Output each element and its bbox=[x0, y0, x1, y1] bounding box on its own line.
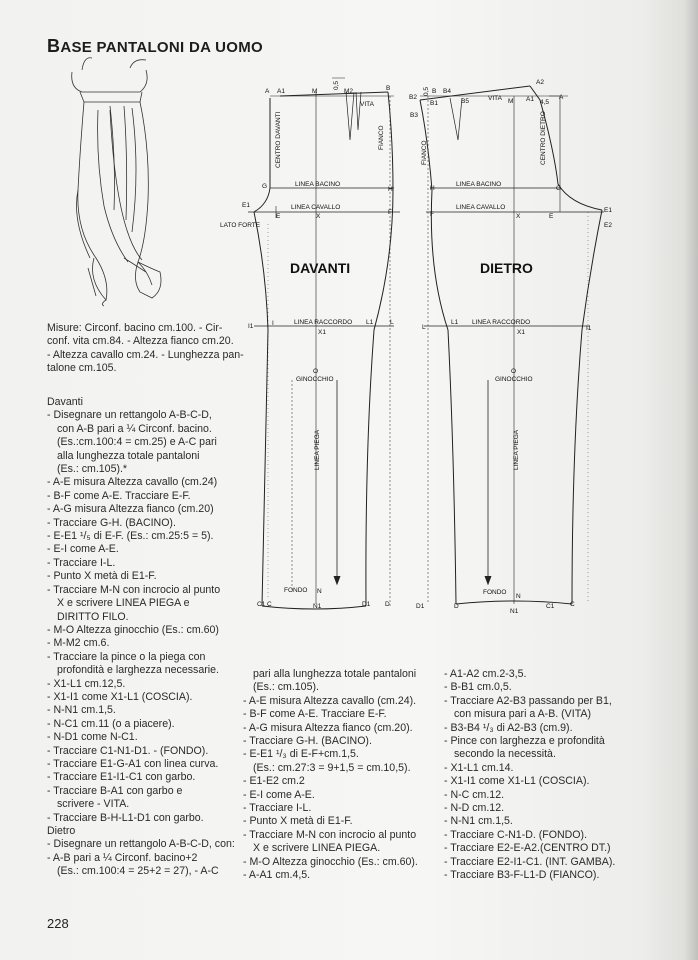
col2-line: - E1-E2 cm.2 bbox=[243, 775, 305, 788]
front-label-B: B bbox=[386, 85, 391, 92]
front-label-O: O bbox=[313, 368, 319, 375]
front-label-E1: E1 bbox=[242, 202, 250, 209]
back-label-A1: A1 bbox=[526, 96, 534, 103]
col3-line: - Pince con larghezza e profondità bbox=[444, 735, 605, 748]
col3-line: - Tracciare A2-B3 passando per B1, bbox=[444, 694, 612, 707]
col3-line: - Tracciare B3-F-L1-D (FIANCO). bbox=[444, 869, 600, 882]
back-label-O: O bbox=[511, 368, 517, 375]
col2-line: - Tracciare I-L. bbox=[243, 802, 312, 815]
col1-line: - M-O Altezza ginocchio (Es.: cm.60) bbox=[47, 623, 219, 636]
back-centro: CENTRO DIETRO bbox=[540, 111, 547, 165]
back-label-B3: B3 bbox=[410, 112, 418, 119]
front-pattern bbox=[220, 78, 400, 610]
front-label-I1: I1 bbox=[248, 323, 254, 330]
col3-line: - N-N1 cm.1,5. bbox=[444, 815, 513, 828]
col1-line: - Tracciare G-H. (BACINO). bbox=[47, 516, 176, 529]
back-label-A2: A2 bbox=[536, 79, 544, 86]
back-label-N: N bbox=[516, 593, 521, 600]
col1-line: DIRITTO FILO. bbox=[57, 610, 129, 623]
col1-line: - Tracciare I-L. bbox=[47, 556, 116, 569]
col2-line: pari alla lunghezza totale pantaloni bbox=[253, 668, 417, 680]
col3-line: - Tracciare E2-I1-C1. (INT. GAMBA). bbox=[444, 855, 616, 868]
measures-paragraph bbox=[47, 322, 244, 376]
back-label-B: B bbox=[432, 88, 437, 95]
back-label-I1: I1 bbox=[586, 325, 592, 332]
back-fondo: FONDO bbox=[483, 589, 507, 596]
back-raccordo: LINEA RACCORDO bbox=[472, 319, 531, 326]
front-piega: LINEA PIEGA bbox=[314, 429, 321, 470]
col1-line: - E-E1 ¹/₅ di E-F. (Es.: cm.25:5 = 5). bbox=[47, 530, 214, 543]
col2-line: - A-E misura Altezza cavallo (cm.24). bbox=[243, 694, 417, 707]
col1-line: - A-B pari a ¼ Circonf. bacino+2 bbox=[47, 851, 198, 864]
front-label-A1: A1 bbox=[277, 88, 285, 95]
col1-line: - A-E misura Altezza cavallo (cm.24) bbox=[47, 476, 218, 489]
back-label-C: C bbox=[570, 601, 575, 608]
front-label-M2: M2 bbox=[344, 88, 354, 95]
back-label-L1: L1 bbox=[451, 319, 459, 326]
col1-line: scrivere - VITA. bbox=[57, 798, 130, 811]
col1-line: - A-G misura Altezza fianco (cm.20) bbox=[47, 503, 214, 516]
col3-line: con misura pari a A-B. (VITA) bbox=[454, 708, 591, 721]
col3-line: - N-C cm.12. bbox=[444, 788, 505, 801]
col1-line: - X1-L1 cm.12,5. bbox=[47, 677, 126, 690]
back-label-A: A bbox=[559, 94, 564, 101]
col1-line: - Tracciare M-N con incrocio al punto bbox=[47, 583, 221, 596]
col2-line: - E-E1 ¹/₃ di E-F+cm.1,5. bbox=[243, 748, 359, 761]
col2-line: (Es.: cm.105). bbox=[253, 681, 319, 694]
front-label-N: N bbox=[317, 588, 322, 595]
back-label-M: M bbox=[508, 98, 514, 105]
col2-line: - Tracciare M-N con incrocio al punto bbox=[243, 828, 417, 841]
col3-line: - Tracciare C-N1-D. (FONDO). bbox=[444, 828, 588, 841]
back-vita: VITA bbox=[488, 95, 502, 102]
col1-line: (Es.:cm.100:4 = cm.25) e A-C pari bbox=[57, 436, 217, 449]
col1-line: - Disegnare un rettangolo A-B-C-D, con: bbox=[47, 838, 235, 851]
measures-line: talone cm.105. bbox=[47, 362, 117, 375]
front-centro: CENTRO DAVANTI bbox=[275, 111, 282, 168]
col2-line: - E-I come A-E. bbox=[243, 788, 315, 801]
col1-line: - N-N1 cm.1,5. bbox=[47, 704, 116, 717]
col1-line: Davanti bbox=[47, 396, 83, 408]
back-label-B4: B4 bbox=[443, 88, 451, 95]
back-label-F: F bbox=[430, 211, 434, 218]
back-label-H: H bbox=[430, 185, 435, 192]
col1-line: X e scrivere LINEA PIEGA e bbox=[57, 597, 190, 610]
front-label-X1: X1 bbox=[318, 329, 326, 336]
front-label-A: A bbox=[265, 88, 270, 95]
col2-line: (Es.: cm.27:3 = 9+1,5 = cm.10,5). bbox=[253, 761, 411, 774]
col3-line: - N-D cm.12. bbox=[444, 802, 505, 815]
back-label-C1: C1 bbox=[546, 603, 555, 610]
front-label-C: C bbox=[267, 601, 272, 608]
back-label-B5: B5 bbox=[461, 98, 469, 105]
col3-line: secondo la necessità. bbox=[454, 748, 556, 761]
col1-line: Dietro bbox=[47, 825, 76, 837]
front-cavallo: LINEA CAVALLO bbox=[291, 204, 341, 211]
back-label-D1: D1 bbox=[416, 603, 425, 610]
front-ginocchio: GINOCCHIO bbox=[296, 376, 334, 383]
back-label-X1: X1 bbox=[517, 329, 525, 336]
col1-line: - Punto X metà di E1-F. bbox=[47, 570, 157, 583]
back-label-B1: B1 bbox=[430, 100, 438, 107]
back-label-B2: B2 bbox=[409, 94, 417, 101]
front-label-G: G bbox=[262, 183, 268, 190]
col3-line: - B3-B4 ¹/₃ di A2-B3 (cm.9). bbox=[444, 721, 573, 734]
front-label-F: F bbox=[388, 209, 392, 216]
front-raccordo: LINEA RACCORDO bbox=[294, 319, 353, 326]
front-label-N1: N1 bbox=[313, 603, 322, 610]
col1-line: - N-D1 come N-C1. bbox=[47, 731, 138, 744]
col1-line: - Tracciare B-A1 con garbo e bbox=[47, 784, 183, 797]
col1-line: - M-M2 cm.6. bbox=[47, 637, 110, 650]
front-label-D: D bbox=[385, 601, 390, 608]
col1-line: - Tracciare E1-G-A1 con linea curva. bbox=[47, 757, 219, 770]
measures-line: Misure: Circonf. bacino cm.100. - Cir- bbox=[47, 322, 223, 334]
col2-line: - Tracciare G-H. (BACINO). bbox=[243, 735, 372, 748]
col1-line: - Tracciare C1-N1-D1. - (FONDO). bbox=[47, 744, 209, 757]
back-fianco: FIANCO bbox=[421, 140, 428, 165]
front-dim: 0,5 bbox=[333, 80, 340, 90]
instructions-column-2 bbox=[243, 668, 418, 883]
front-label-D1: D1 bbox=[362, 601, 371, 608]
page-edge-shadow bbox=[684, 0, 698, 960]
front-label-E: E bbox=[276, 213, 281, 220]
col1-line: - Tracciare E1-I1-C1 con garbo. bbox=[47, 771, 196, 784]
col2-line: - B-F come A-E. Tracciare E-F. bbox=[243, 708, 387, 721]
back-dim2: 4,5 bbox=[540, 99, 550, 106]
col3-line: - A1-A2 cm.2-3,5. bbox=[444, 668, 527, 680]
col3-line: - B-B1 cm.0,5. bbox=[444, 681, 512, 694]
back-ginocchio: GINOCCHIO bbox=[495, 376, 533, 383]
col2-line: - M-O Altezza ginocchio (Es.: cm.60). bbox=[243, 855, 418, 868]
col1-line: - N-C1 cm.11 (o a piacere). bbox=[47, 717, 175, 730]
col2-line: - A-A1 cm.4,5. bbox=[243, 869, 311, 882]
col1-line: - Tracciare B-H-L1-D1 con garbo. bbox=[47, 811, 204, 824]
back-label-E: E bbox=[549, 213, 554, 220]
measures-line: - Altezza cavallo cm.24. - Lunghezza pan- bbox=[47, 348, 244, 361]
front-label-L1: L1 bbox=[366, 319, 374, 326]
col3-line: - Tracciare E2-E-A2.(CENTRO DT.) bbox=[444, 842, 611, 855]
back-cavallo: LINEA CAVALLO bbox=[456, 204, 506, 211]
col1-line: (Es.: cm.100:4 = 25+2 = 27), - A-C bbox=[57, 865, 219, 878]
instructions-column-3 bbox=[444, 668, 615, 883]
col1-line: alla lunghezza totale pantaloni bbox=[57, 449, 200, 462]
back-label-D: D bbox=[454, 603, 459, 610]
front-label-M: M bbox=[312, 88, 318, 95]
front-heading: DAVANTI bbox=[290, 260, 351, 276]
page-title: BASE PANTALONI DA UOMO bbox=[47, 36, 263, 56]
front-label-X: X bbox=[316, 213, 321, 220]
col1-line: - X1-I1 come X1-L1 (COSCIA). bbox=[47, 690, 193, 703]
col2-line: - Punto X metà di E1-F. bbox=[243, 815, 353, 828]
col2-line: - A-G misura Altezza fianco (cm.20). bbox=[243, 721, 413, 734]
front-fianco: FIANCO bbox=[378, 125, 385, 150]
trousers-illustration bbox=[72, 58, 161, 306]
back-piega: LINEA PIEGA bbox=[513, 429, 520, 470]
col2-line: X e scrivere LINEA PIEGA. bbox=[253, 842, 381, 855]
instructions-column-1 bbox=[47, 396, 235, 879]
back-dim1: 0,5 bbox=[423, 86, 430, 96]
front-fondo: FONDO bbox=[284, 587, 308, 594]
col1-line: - B-F come A-E. Tracciare E-F. bbox=[47, 489, 191, 502]
col3-line: - X1-I1 come X1-L1 (COSCIA). bbox=[444, 775, 590, 788]
col1-line: - Tracciare la pince o la piega con bbox=[47, 650, 206, 663]
back-label-E2: E2 bbox=[604, 222, 612, 229]
back-heading: DIETRO bbox=[480, 260, 533, 276]
front-label-L: L bbox=[390, 319, 394, 326]
col1-line: profondità e larghezza necessarie. bbox=[57, 664, 219, 677]
col1-line: - E-I come A-E. bbox=[47, 543, 119, 556]
col1-line: (Es.: cm.105).* bbox=[57, 463, 128, 476]
front-lato-forte: LATO FORTE bbox=[220, 222, 261, 229]
col1-line: con A-B pari a ¼ Circonf. bacino. bbox=[57, 422, 212, 435]
front-label-C1: C1 bbox=[257, 601, 266, 608]
back-label-G: G bbox=[556, 185, 562, 192]
back-label-L: L bbox=[422, 324, 426, 331]
front-label-I: I bbox=[272, 320, 274, 327]
front-label-H: H bbox=[388, 186, 393, 193]
page-number: 228 bbox=[47, 916, 69, 931]
back-pattern bbox=[409, 79, 612, 615]
col3-line: - X1-L1 cm.14. bbox=[444, 761, 514, 774]
col1-line: - Disegnare un rettangolo A-B-C-D, bbox=[47, 409, 212, 422]
front-bacino: LINEA BACINO bbox=[295, 181, 341, 188]
front-vita: VITA bbox=[360, 101, 374, 108]
measures-line: conf. vita cm.84. - Altezza fianco cm.20. bbox=[47, 335, 234, 348]
back-bacino: LINEA BACINO bbox=[456, 181, 502, 188]
back-label-E1: E1 bbox=[604, 207, 612, 214]
back-label-X: X bbox=[516, 213, 521, 220]
back-label-N1: N1 bbox=[510, 608, 519, 615]
